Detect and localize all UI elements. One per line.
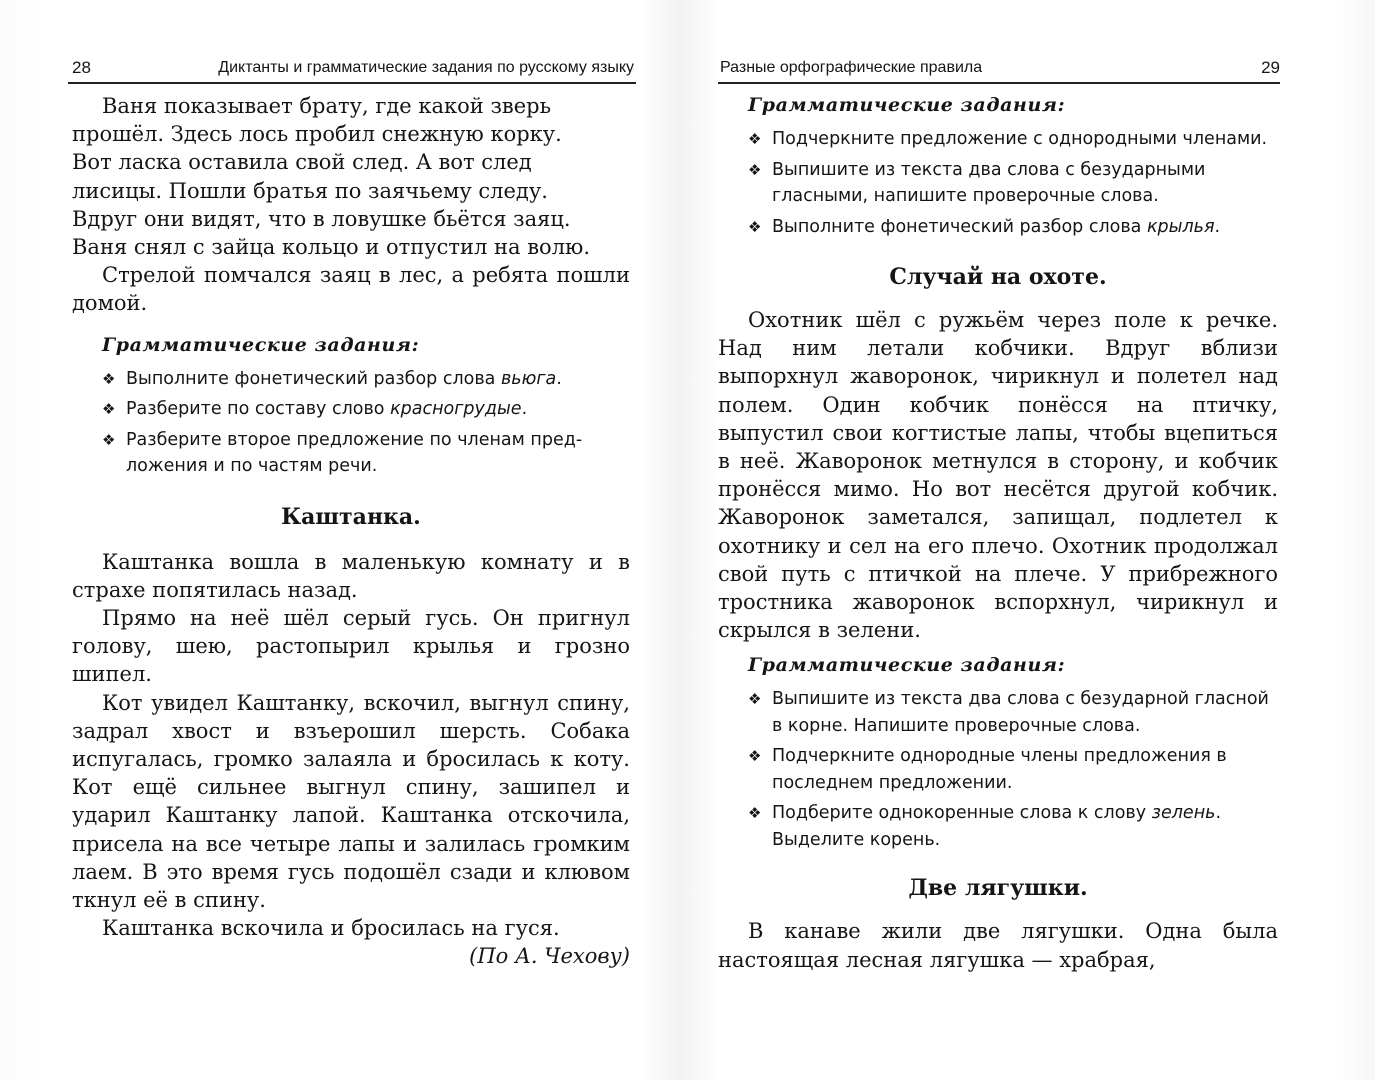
text-line: Ваня показывает брату, где какой зверь: [102, 94, 552, 118]
task-item: ❖ Выпишите из текста два слова с безударной гласной в корне. Напишите проверочные слова.: [718, 686, 1278, 739]
story-paragraph: В канаве жили две лягушки. Одна была настоящая лесная лягушка — храбрая,: [718, 919, 1278, 972]
task-item: ❖ Разберите второе предложение по членам предложения и по частям речи.: [72, 427, 630, 480]
tasks-heading: Грамматические задания:: [102, 333, 420, 356]
page-number: 29: [1261, 58, 1280, 77]
opening-paragraph-1: [72, 92, 630, 261]
diamond-bullet-icon: ❖: [102, 400, 116, 419]
task-list: [718, 686, 1278, 853]
story-title: Случай на охоте.: [889, 264, 1107, 290]
text-line: Вдруг они видят, что в ловушке бьётся заяц.: [72, 206, 571, 231]
task-list: [718, 126, 1278, 240]
task-list: [72, 366, 630, 480]
story-paragraph: Охотник шёл с ружьём через поле к речке. Над ним летали кобчики. Вдруг вблизи выпорхнул жаворонок, чирикнул и полетел над полем. Один кобчик понёсся на птичку, выпустил свои когтистые лапы, чтобы вцепиться в неё. Жаворонок метнулся в сторону, и кобчик пронёсся мимо. Но вот несётся другой кобчик. Жаворонок заметался, запищал, подлетел к охотнику и сел на его плечо. Охотник продолжал свой путь с птичкой на плече. У прибрежного тростника жаворонок вспорхнул, чирикнул и скрылся в зелени.: [718, 308, 1278, 643]
task-item: ❖ Подчеркните предложение с однородными членами.: [718, 126, 1278, 153]
opening-paragraph-2: Стрелой помчался заяц в лес, а ребята пошли домой.: [72, 263, 630, 316]
task-item: ❖ Выполните фонетический разбор слова вьюга.: [72, 366, 630, 393]
diamond-bullet-icon: ❖: [102, 430, 116, 449]
diamond-bullet-icon: ❖: [748, 217, 762, 236]
task-item: ❖ Выполните фонетический разбор слова крылья.: [718, 214, 1278, 241]
right-page: [718, 0, 1280, 1080]
diamond-bullet-icon: ❖: [102, 369, 116, 388]
right-page-content: [718, 92, 1278, 974]
page-number: 28: [72, 58, 91, 77]
task-item: ❖ Подберите однокоренные слова к слову зелень. Выделите корень.: [718, 800, 1278, 853]
running-head: Разные орфографические правила: [720, 59, 983, 76]
story-paragraph: Каштанка вскочила и бросилась на гуся.: [102, 916, 560, 941]
diamond-bullet-icon: ❖: [748, 747, 762, 766]
diamond-bullet-icon: ❖: [748, 160, 762, 179]
tasks-heading: Грамматические задания:: [748, 654, 1066, 677]
diamond-bullet-icon: ❖: [748, 690, 762, 709]
story-paragraph: Кот увидел Каштанку, вскочил, выгнул спину, задрал хвост и взъерошил шерсть. Собака испугалась, громко залаяла и бросилась к коту. Кот ещё сильнее выгнул спину, зашипел и ударил Каштанку лапой. Каштанка отскочила, присела на все четыре лапы и залилась громким лаем. В это время гусь подошёл сзади и клювом ткнул её в спину.: [72, 690, 630, 913]
task-item: ❖ Разберите по составу слово красногрудые.: [72, 396, 630, 423]
tasks-heading: Грамматические задания:: [748, 94, 1066, 116]
text-line: лисицы. Пошли братья по заячьему следу.: [72, 178, 548, 203]
task-item: ❖ Выпишите из текста два слова с безударными гласными, напишите проверочные слова.: [718, 157, 1278, 210]
text-line: Вот ласка оставила свой след. А вот след: [72, 150, 532, 175]
story-paragraph: Каштанка вошла в маленькую комнату и в страхе попятилась назад.: [72, 549, 630, 602]
diamond-bullet-icon: ❖: [748, 804, 762, 823]
left-page-header: [68, 56, 636, 84]
right-page-header: [718, 56, 1280, 84]
left-page: [68, 0, 636, 1080]
task-item: ❖ Подчеркните однородные члены предложения в последнем предложении.: [718, 743, 1278, 796]
story-source: (По А. Чехову): [469, 944, 630, 969]
diamond-bullet-icon: ❖: [748, 130, 762, 148]
left-page-content: [72, 92, 630, 970]
running-head: Диктанты и грамматические задания по русскому языку: [218, 59, 634, 76]
text-line: прошёл. Здесь лось пробил снежную корку.: [72, 122, 562, 147]
story-title: Две лягушки.: [908, 875, 1088, 902]
text-line: Ваня снял с зайца кольцо и отпустил на волю.: [72, 235, 590, 260]
story-paragraph: Прямо на неё шёл серый гусь. Он пригнул голову, шею, растопырил крылья и грозно шипел.: [72, 606, 630, 687]
story-title: Каштанка.: [281, 503, 421, 530]
